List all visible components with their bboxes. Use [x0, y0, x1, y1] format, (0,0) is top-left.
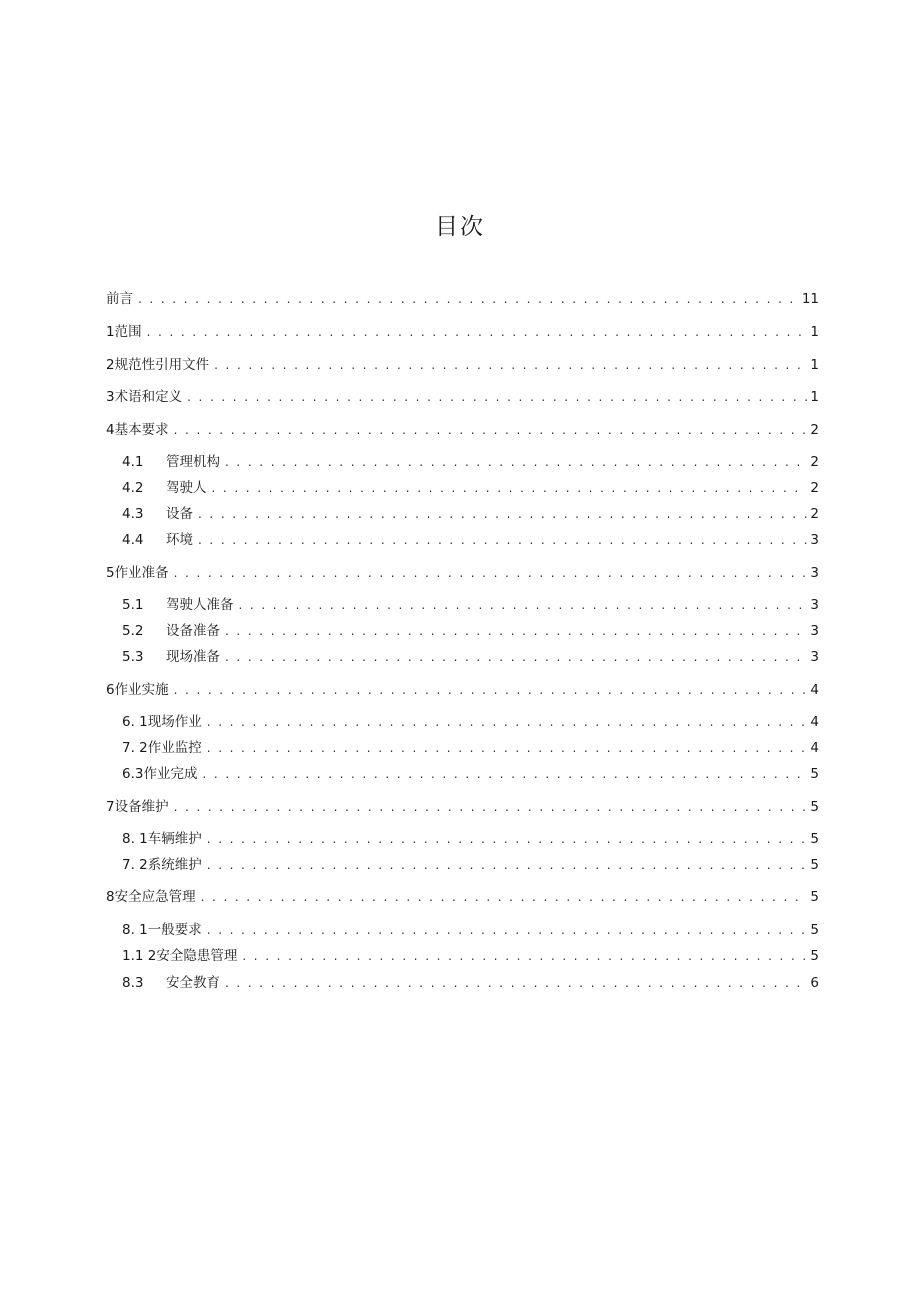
toc-leader-dots: [225, 451, 807, 473]
toc-entry-5-2[interactable]: [122, 620, 819, 642]
toc-entry-number: 6: [106, 682, 115, 698]
toc-leader-dots: [198, 503, 807, 525]
toc-entry-number: 5.1: [122, 597, 144, 613]
toc-entry-label: 管理机构: [166, 454, 220, 470]
toc-entry-label: 驾驶人: [166, 480, 207, 496]
toc-entry-number: 8. 1: [122, 831, 148, 847]
toc-entry-number: 4.2: [122, 480, 144, 496]
toc-entry-number: 7. 2: [122, 740, 148, 756]
toc-entry-label: 设备准备: [166, 623, 220, 639]
toc-entry-page: 2: [810, 506, 819, 522]
toc-entry-number: 4.1: [122, 454, 144, 470]
toc-entry-page: 5: [810, 889, 819, 905]
toc-leader-dots: [225, 972, 807, 994]
toc-entry-5-3[interactable]: [122, 646, 819, 668]
toc-entry-page: 2: [810, 422, 819, 438]
toc-entry-number: 8: [106, 889, 115, 905]
toc-leader-dots: [207, 828, 808, 850]
toc-leader-dots: [225, 646, 807, 668]
toc-entry-label: 作业完成: [143, 766, 198, 782]
toc-entry-page: 5: [810, 831, 819, 847]
toc-leader-dots: [174, 419, 808, 441]
toc-entry-page: 1: [810, 357, 819, 373]
toc-entry-safety-emergency[interactable]: [106, 886, 819, 908]
toc-entry-number: 8.3: [122, 975, 144, 991]
toc-entry-page: 5: [810, 948, 819, 964]
page-title: 目次: [435, 214, 485, 240]
toc-entry-6-2[interactable]: [122, 737, 819, 759]
toc-entry-4-2[interactable]: [122, 477, 819, 499]
toc-entry-number: 8. 1: [122, 922, 148, 938]
toc-entry-5-1[interactable]: [122, 594, 819, 616]
toc-entry-label: 安全教育: [166, 975, 220, 991]
toc-entry-label: 车辆维护: [147, 831, 202, 847]
toc-leader-dots: [207, 737, 808, 759]
toc-entry-number: 1.1 2: [122, 948, 157, 964]
toc-entry-label: 前言: [106, 291, 133, 307]
toc-entry-number: 6.3: [122, 766, 144, 782]
toc-entry-page: 5: [810, 799, 819, 815]
toc-entry-page: 3: [810, 649, 819, 665]
toc-entry-label: 设备维护: [114, 799, 169, 815]
toc-entry-page: 1: [810, 324, 819, 340]
toc-entry-number: 2: [106, 357, 115, 373]
toc-leader-dots: [242, 945, 807, 967]
toc-entry-number: 4.3: [122, 506, 144, 522]
toc-entry-number: 5.2: [122, 623, 144, 639]
toc-entry-page: 4: [810, 714, 819, 730]
toc-entry-page: 3: [810, 623, 819, 639]
toc-entry-page: 2: [810, 454, 819, 470]
toc-entry-7-1[interactable]: [122, 828, 819, 850]
toc-leader-dots: [174, 562, 808, 584]
toc-leader-dots: [174, 796, 808, 818]
toc-entry-page: 11: [801, 291, 819, 307]
toc-entry-label: 术语和定义: [114, 389, 183, 405]
toc-leader-dots: [198, 529, 807, 551]
toc-entry-page: 3: [810, 532, 819, 548]
toc-entry-normative-references[interactable]: [106, 354, 819, 376]
toc-entry-page: 4: [810, 682, 819, 698]
toc-entry-preface[interactable]: [106, 288, 819, 310]
toc-leader-dots: [202, 763, 807, 785]
toc-entry-6-1[interactable]: [122, 711, 819, 733]
toc-entry-scope[interactable]: [106, 321, 819, 343]
toc-leader-dots: [239, 594, 808, 616]
toc-leader-dots: [187, 386, 807, 408]
toc-entry-equipment-maintenance[interactable]: [106, 796, 819, 818]
toc-entry-label: 基本要求: [114, 422, 169, 438]
toc-entry-label: 设备: [166, 506, 193, 522]
toc-entry-number: 4: [106, 422, 115, 438]
toc-leader-dots: [147, 321, 808, 343]
toc-entry-label: 现场作业: [147, 714, 202, 730]
toc-entry-page: 5: [810, 857, 819, 873]
toc-entry-number: 6. 1: [122, 714, 148, 730]
toc-entry-page: 5: [810, 922, 819, 938]
toc-entry-label: 安全隐患管理: [156, 948, 238, 964]
toc-entry-number: 3: [106, 389, 115, 405]
toc-leader-dots: [174, 679, 808, 701]
toc-leader-dots: [138, 288, 799, 310]
toc-leader-dots: [207, 854, 808, 876]
toc-entry-label: 驾驶人准备: [166, 597, 234, 613]
toc-entry-page: 6: [810, 975, 819, 991]
toc-entry-page: 3: [810, 597, 819, 613]
toc-entry-terms-definitions[interactable]: [106, 386, 819, 408]
toc-entry-page: 5: [810, 766, 819, 782]
toc-entry-6-3[interactable]: [122, 763, 819, 785]
toc-entry-number: 7. 2: [122, 857, 148, 873]
toc-entry-7-2[interactable]: [122, 854, 819, 876]
toc-leader-dots: [207, 711, 808, 733]
toc-entry-number: 7: [106, 799, 115, 815]
toc-entry-work-preparation[interactable]: [106, 562, 819, 584]
toc-entry-label: 一般要求: [147, 922, 202, 938]
toc-entry-label: 规范性引用文件: [114, 357, 210, 373]
toc-entry-4-4[interactable]: [122, 529, 819, 551]
toc-entry-number: 1: [106, 324, 115, 340]
toc-entry-number: 5.3: [122, 649, 144, 665]
toc-entry-page: 2: [810, 480, 819, 496]
toc-leader-dots: [214, 354, 807, 376]
toc-entry-page: 4: [810, 740, 819, 756]
toc-entry-label: 安全应急管理: [114, 889, 196, 905]
toc-entry-4-3[interactable]: [122, 503, 819, 525]
toc-entry-page: 1: [810, 389, 819, 405]
toc-entry-number: 4.4: [122, 532, 144, 548]
toc-entry-work-implementation[interactable]: [106, 679, 819, 701]
toc-entry-label: 作业准备: [114, 565, 169, 581]
toc-entry-8-2[interactable]: [122, 945, 819, 967]
toc-leader-dots: [212, 477, 808, 499]
toc-leader-dots: [201, 886, 808, 908]
toc-entry-label: 现场准备: [166, 649, 220, 665]
toc-entry-label: 范围: [114, 324, 142, 340]
toc-entry-label: 作业实施: [114, 682, 169, 698]
toc-entry-8-3[interactable]: [122, 972, 819, 994]
toc-leader-dots: [207, 919, 808, 941]
toc-entry-4-1[interactable]: [122, 451, 819, 473]
toc-entry-8-1[interactable]: [122, 919, 819, 941]
toc-entry-label: 作业监控: [147, 740, 202, 756]
toc-entry-label: 系统维护: [147, 857, 202, 873]
toc-leader-dots: [225, 620, 807, 642]
toc-entry-label: 环境: [166, 532, 193, 548]
toc-entry-page: 3: [810, 565, 819, 581]
toc-entry-basic-requirements[interactable]: [106, 419, 819, 441]
toc-entry-number: 5: [106, 565, 115, 581]
